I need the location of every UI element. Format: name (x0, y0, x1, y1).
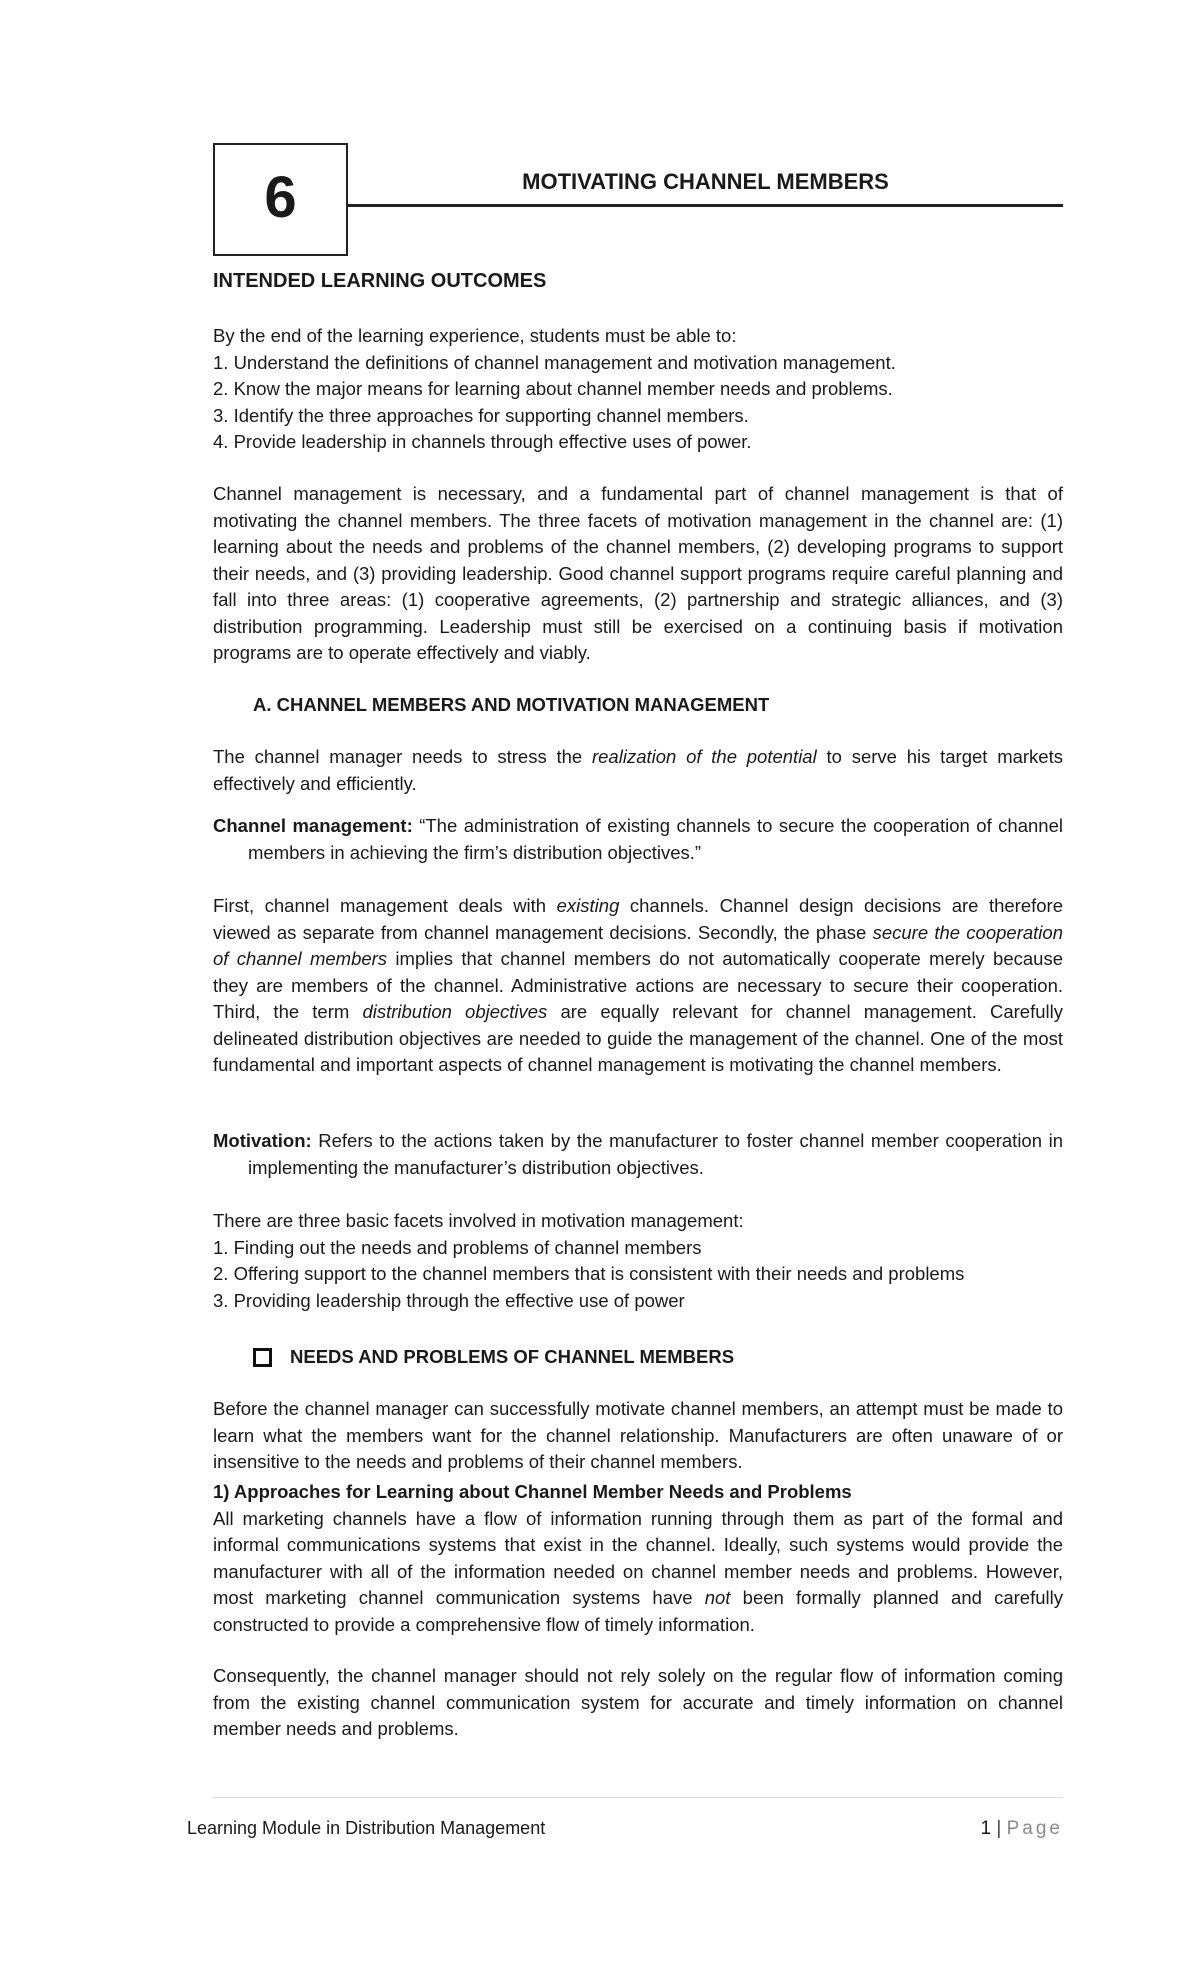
channel-management-definition (213, 813, 1063, 866)
section-a-paragraph-1 (213, 744, 1063, 797)
emphasis: not (704, 1587, 731, 1608)
definition-text: Refers to the actions taken by the manufacturer to foster channel member cooperation in implementing the manufacturer’s distribution objectives. (248, 1130, 1063, 1178)
page-number: 1 (980, 1818, 992, 1839)
emphasis: secure the cooperation of channel members (213, 921, 1063, 969)
definition-text: “The administration of existing channels to secure the cooperation of channel members in achieving the firm’s distribution objectives.” (248, 815, 1063, 863)
text-run: implies that channel members do not automatically cooperate merely because they are members of the channel. Administrative actions are necessary to secure their cooperation. Third, the term (213, 948, 1063, 1022)
intro-paragraph-block (213, 481, 1063, 667)
needs-subsection (213, 1479, 1063, 1638)
facet-item: 3. Providing leadership through the effective use of power (213, 1289, 685, 1311)
text-run: The channel manager needs to stress the (213, 746, 592, 767)
outcome-item: 1. Understand the definitions of channel management and motivation management. (213, 351, 896, 373)
page-separator: | (996, 1818, 1002, 1839)
text-run: been formally planned and carefully constructed to provide a comprehensive flow of timely information. (213, 1587, 1063, 1635)
needs-paragraph-3: Consequently, the channel manager should not rely solely on the regular flow of information coming from the existing channel communication system for accurate and timely information on channel member needs and problems. (213, 1665, 1063, 1739)
page-label: Page (1006, 1818, 1063, 1839)
chapter-title: MOTIVATING CHANNEL MEMBERS (522, 169, 889, 194)
needs-p3-block (213, 1663, 1063, 1743)
text-run: are equally relevant for channel management. Carefully delineated distribution objectives are needed to guide the management of the channel. One of the most fundamental and important aspects of channel management is motivating the channel members. (213, 1001, 1063, 1075)
facets-list (213, 1208, 1063, 1314)
footer-rule (213, 1797, 1063, 1798)
outcome-item: 3. Identify the three approaches for supporting channel members. (213, 404, 749, 426)
emphasis: distribution objectives (362, 1001, 548, 1022)
section-a-p2-block (213, 893, 1063, 1079)
intro-paragraph: Channel management is necessary, and a fundamental part of channel management is that of motivating the channel members. The three facets of motivation management in the channel are: (1) learning about the needs and problems of the channel members, (2) developing programs to support their needs, and (3) providing leadership. Good channel support programs require careful planning and fall into three areas: (1) cooperative agreements, (2) partnership and strategic alliances, and (3) distribution programming. Leadership must still be exercised on a continuing basis if motivation programs are to operate effectively and viably. (213, 483, 1063, 663)
needs-p1-block (213, 1396, 1063, 1476)
emphasis: existing (556, 895, 620, 916)
emphasis: realization of the potential (591, 746, 817, 767)
facet-item: 2. Offering support to the channel members that is consistent with their needs and problems (213, 1263, 965, 1284)
needs-section-heading (253, 1344, 734, 1370)
square-bullet-icon (253, 1348, 272, 1367)
needs-paragraph-2 (213, 1506, 1063, 1639)
facets-intro: There are three basic facets involved in motivation management: (213, 1210, 744, 1231)
outcome-item: 2. Know the major means for learning about channel member needs and problems. (213, 378, 893, 399)
needs-paragraph-1: Before the channel manager can successfully motivate channel members, an attempt must be made to learn what the members want for the channel relationship. Manufacturers are often unaware of or insensitive to the needs and problems of their channel members. (213, 1398, 1063, 1472)
chapter-number: 6 (264, 165, 297, 230)
text-run: channels. Channel design decisions are therefore viewed as separate from channel management decisions. Secondly, the phase (213, 895, 1064, 943)
footer-module-title: Learning Module in Distribution Management (187, 1818, 546, 1838)
section-a-heading: A. CHANNEL MEMBERS AND MOTIVATION MANAGEMENT (253, 694, 770, 715)
text-run: to serve his target markets effectively and efficiently. (213, 746, 1063, 794)
section-a-p1-block (213, 744, 1063, 797)
outcomes-heading: INTENDED LEARNING OUTCOMES (213, 270, 547, 292)
definition-term: Channel management: (213, 815, 413, 836)
facet-item: 1. Finding out the needs and problems of channel members (213, 1236, 702, 1258)
motivation-definition (213, 1128, 1063, 1181)
text-run: All marketing channels have a flow of information running through them as part of the formal and informal communications systems that exist in the channel. Ideally, such systems would provide the manufacturer with all of the information needed on channel member needs and problems. However, most marketing channel communication systems have (213, 1507, 1063, 1608)
outcomes-intro: By the end of the learning experience, students must be able to: (213, 325, 737, 346)
needs-heading-text: NEEDS AND PROBLEMS OF CHANNEL MEMBERS (290, 1346, 735, 1367)
chapter-number-box (213, 143, 348, 256)
section-a-paragraph-2 (213, 893, 1063, 1079)
definition-term: Motivation: (213, 1130, 312, 1151)
outcomes-list (213, 323, 1063, 456)
text-run: First, channel management deals with (213, 895, 557, 916)
footer-page-number (972, 1817, 1063, 1841)
needs-sub-heading: 1) Approaches for Learning about Channel Member Needs and Problems (213, 1481, 852, 1502)
title-rule (348, 204, 1063, 207)
outcome-item: 4. Provide leadership in channels through effective uses of power. (213, 431, 752, 452)
